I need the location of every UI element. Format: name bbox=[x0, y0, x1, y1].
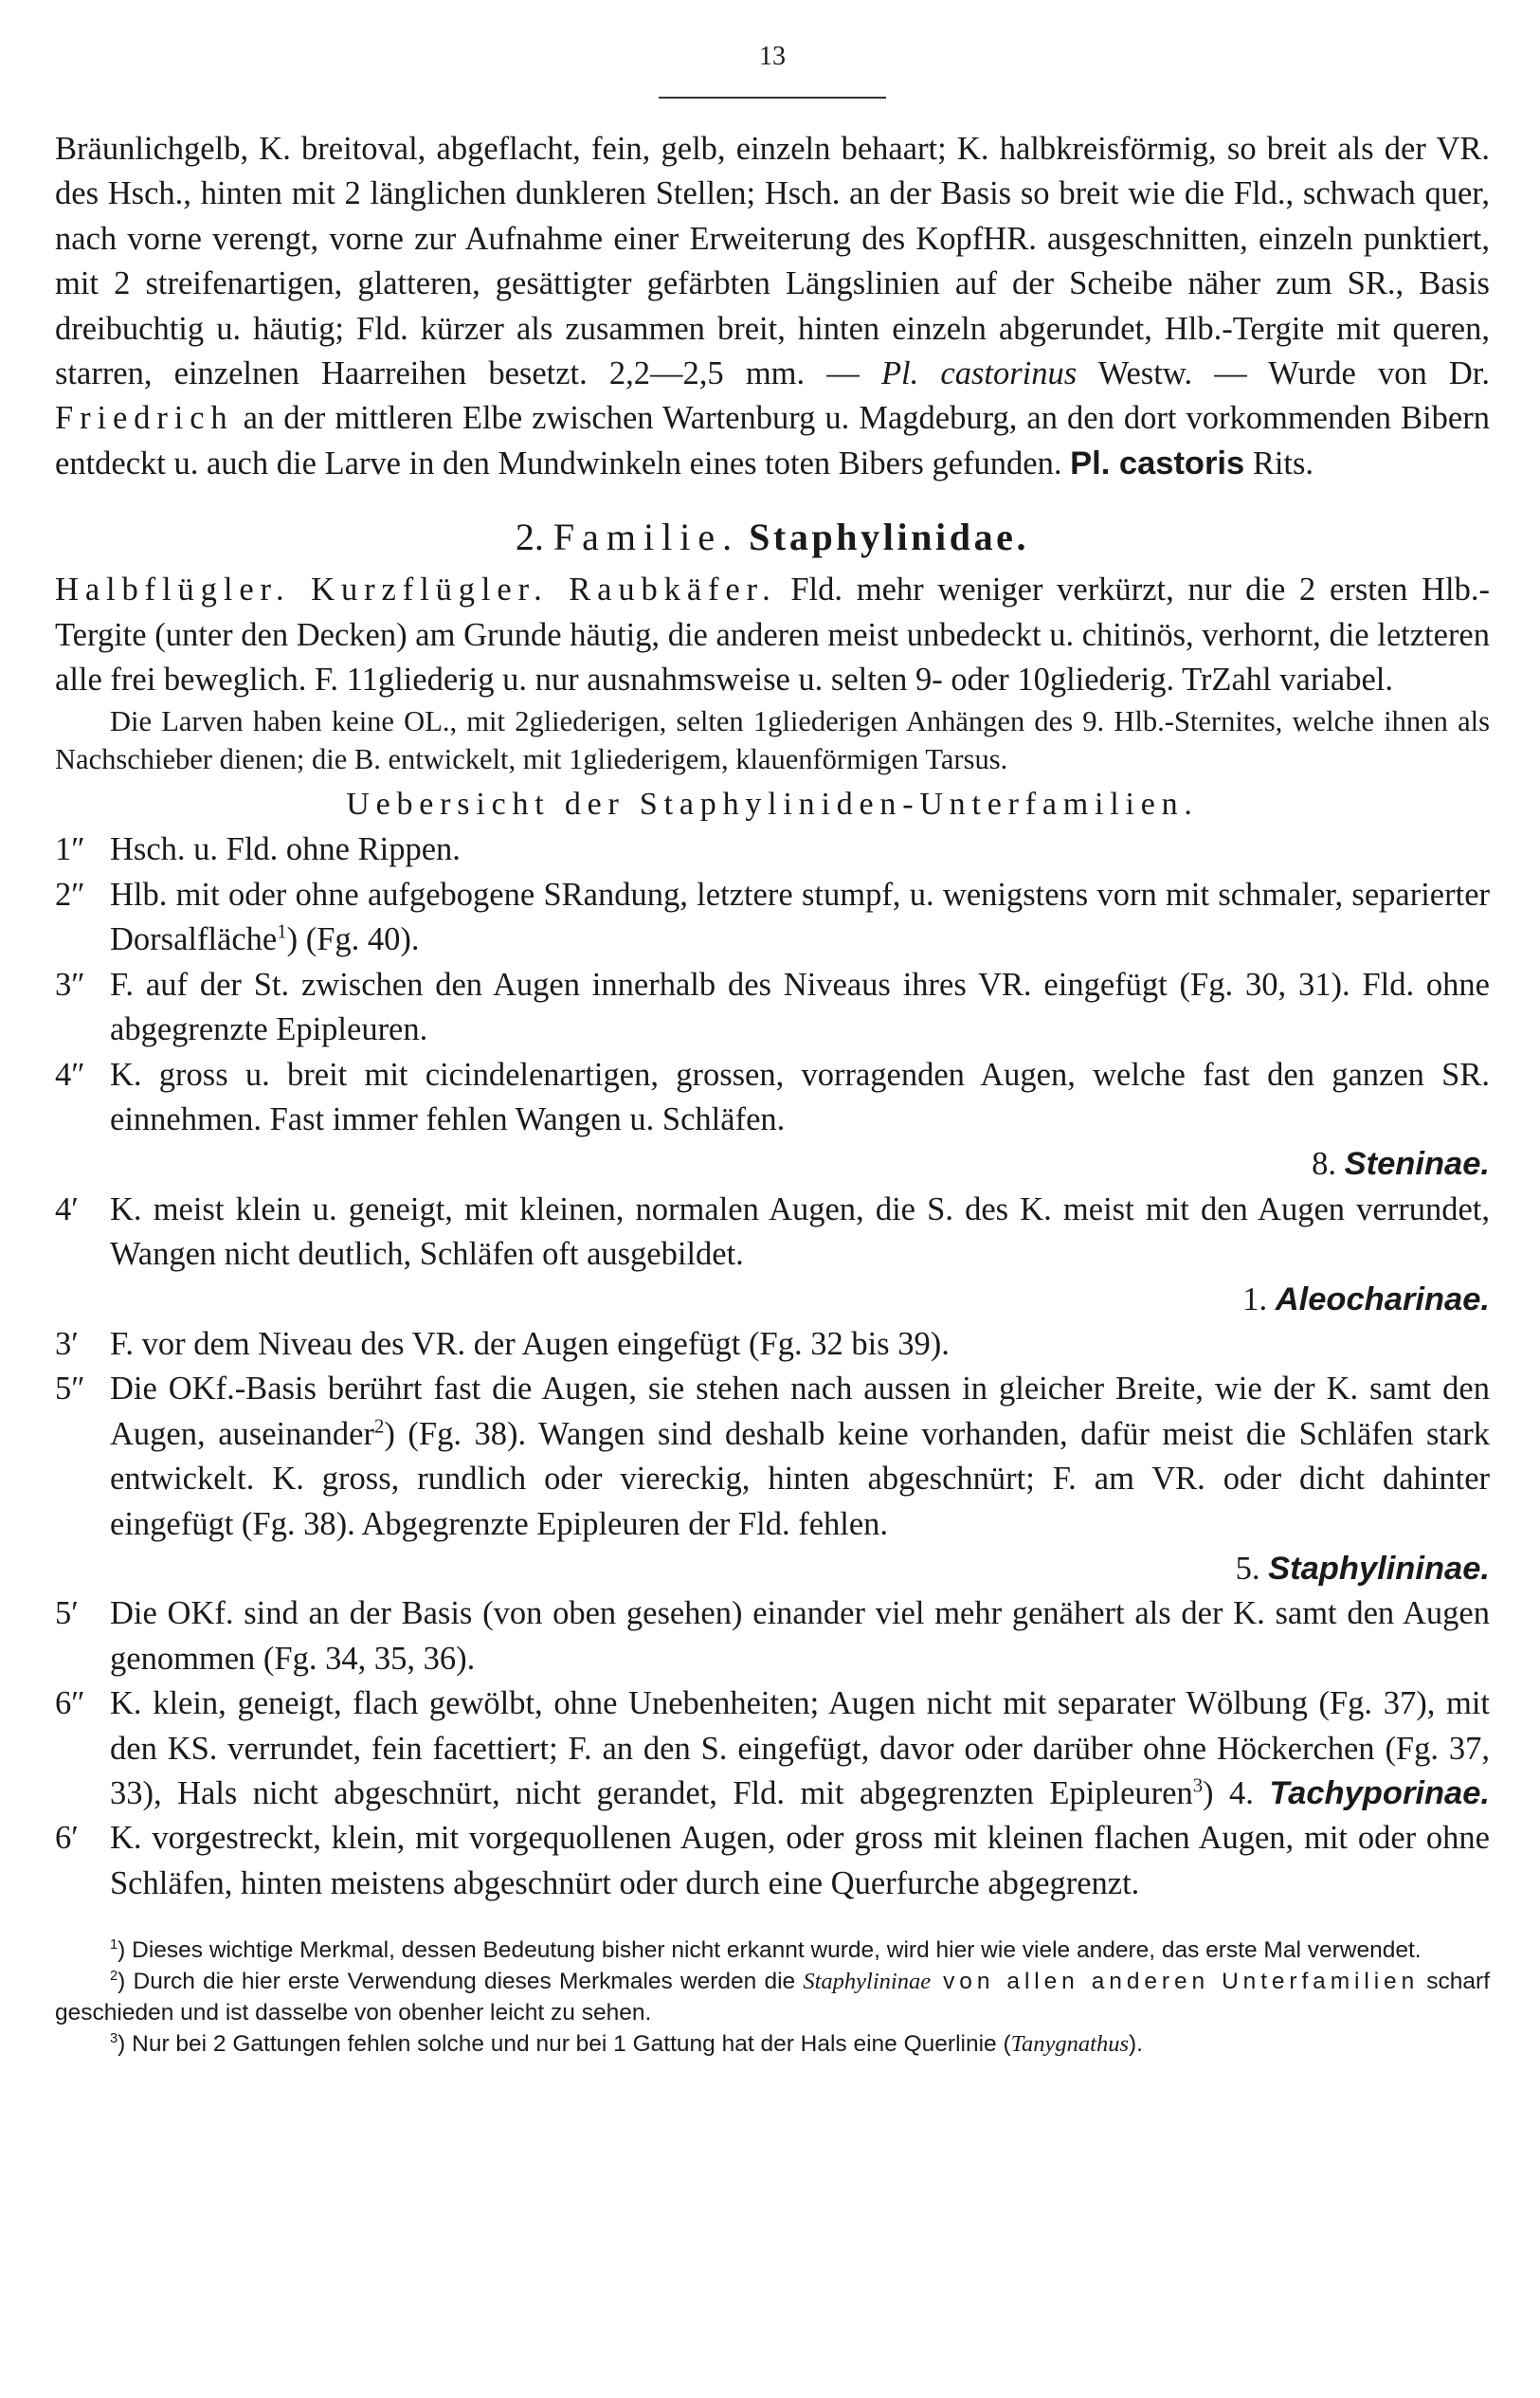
key-entry bbox=[55, 873, 1490, 963]
key-text bbox=[110, 1367, 1490, 1547]
key-number: 4′ bbox=[55, 1190, 79, 1227]
footnote-spaced-a: von allen bbox=[931, 1969, 1092, 1995]
page-number: 13 bbox=[759, 42, 786, 71]
footnote-mark: 3 bbox=[110, 2031, 118, 2047]
family-number: 2. bbox=[515, 516, 544, 559]
key-text: K. meist klein u. geneigt, mit kleinen, normalen Augen, die S. des K. meist mit den Augen verrundet, Wangen nicht deutlich, Schläfen oft ausgebildet. bbox=[110, 1190, 1490, 1273]
key-entry bbox=[55, 1591, 1490, 1681]
overview-heading: Uebersicht der Staphyliniden-Unterfamilien. bbox=[346, 787, 1199, 823]
subfamily-number: 8. bbox=[1312, 1146, 1336, 1183]
footnote-italic-term: Tanygnathus bbox=[1010, 2031, 1129, 2058]
key-number: 5′ bbox=[55, 1595, 79, 1632]
subfamily-name: Staphylininae. bbox=[1268, 1550, 1490, 1587]
key-text-main: K. klein, geneigt, flach gewölbt, ohne Unebenheiten; Augen nicht mit separater Wölbung (Fg. 37), mit den KS. verrundet, fein facettiert; F. an den S. eingefügt, davor oder darüber ohne Höckerchen (Fg. 37, 33), Hals nicht abgeschnürt, nicht gerandet, Fld. mit abgegrenzten Epipleuren bbox=[110, 1685, 1490, 1811]
family-heading bbox=[55, 513, 1490, 562]
footnote-mark: 1 bbox=[110, 1937, 118, 1953]
key-entry bbox=[55, 827, 1490, 872]
key-text: Die OKf. sind an der Basis (von oben gesehen) einander viel mehr genähert als der K. samt den Augen genommen (Fg. 34, 35, 36). bbox=[110, 1595, 1490, 1677]
key-number: 1″ bbox=[55, 831, 85, 868]
key-number: 6′ bbox=[55, 1820, 79, 1857]
footnote-3 bbox=[55, 2028, 1490, 2060]
family-name: Staphylinidae. bbox=[749, 516, 1030, 559]
species-name: Pl. castorinus bbox=[880, 355, 1078, 392]
key-text-after: ) (Fg. 40). bbox=[286, 921, 420, 958]
intro-sep: — Wurde von Dr. bbox=[1192, 355, 1490, 392]
intro-paragraph bbox=[55, 127, 1490, 486]
key-number: 3′ bbox=[55, 1325, 79, 1362]
family-description-text: Fld. mehr weniger verkürzt, nur die 2 ersten Hlb.-Tergite (unter den Decken) am Grunde häutig, die anderen meist unbedeckt u. chitinös, verhornt, die letzteren alle frei beweglich. F. 11gliederig u. nur ausnahmsweise u. selten 9- oder 10gliederig. TrZahl variabel. bbox=[55, 572, 1490, 699]
key-text-main: Hlb. mit oder ohne aufgebogene SRandung, letztere stumpf, u. wenigstens vorn mit schmaler, separierter Dorsalfläche bbox=[110, 876, 1490, 958]
footnote-ref: 3 bbox=[1192, 1775, 1204, 1797]
intro-text: Bräunlichgelb, K. breitoval, abgeflacht, fein, gelb, einzeln behaart; K. halbkreisförmig, so breit als der VR. des Hsch., hinten mit 2 länglichen dunkleren Stellen; Hsch. an der Basis so breit wie die Fld., schwach quer, nach vorne verengt, vorne zur Aufnahme einer Erweiterung des KopfHR. ausgeschnitten, einzeln punktiert, mit 2 streifenartigen, glatteren, gesättigter gefärbten Längslinien auf der Scheibe näher zum SR., Basis dreibuchtig u. häutig; Fld. kürzer als zusammen breit, hinten einzeln abgerundet, Hlb.-Tergite mit queren, starren, einzelnen Haarreihen besetzt. 2,2—2,5 mm. — bbox=[55, 131, 1490, 392]
discoverer-name: Friedrich bbox=[55, 400, 234, 437]
footnote-ref: 1 bbox=[277, 921, 287, 943]
key-number: 4″ bbox=[55, 1056, 85, 1093]
footnote-italic-term: Staphylininae bbox=[803, 1969, 932, 1995]
larvae-paragraph: Die Larven haben keine OL., mit 2gliederigen, selten 1gliederigen Anhängen des 9. Hlb.-Sternites, welche ihnen als Nachschieber dienen; die B. entwickelt, mit 1gliederigem, klauenförmigen Tarsus. bbox=[55, 705, 1490, 776]
footnote-text-end: ). bbox=[1128, 2031, 1143, 2058]
footnote-mark: 2 bbox=[110, 1969, 118, 1985]
species2-name: Pl. castoris bbox=[1070, 445, 1245, 481]
subfamily-result bbox=[55, 1142, 1490, 1187]
key-text: K. gross u. breit mit cicindelenartigen, grossen, vorragenden Augen, welche fast den ganzen SR. einnehmen. Fast immer fehlen Wangen u. Schläfen. bbox=[110, 1056, 1490, 1137]
family-label: Familie. bbox=[553, 516, 740, 559]
footnote-text-end: scharf geschieden und ist dasselbe von obenher leicht zu sehen. bbox=[55, 1969, 1491, 2026]
subfamily-number: 1. bbox=[1242, 1281, 1268, 1317]
german-names: Halbflügler. Kurzflügler. Raubkäfer. bbox=[55, 572, 777, 609]
key-entry bbox=[55, 1322, 1490, 1367]
family-description bbox=[55, 568, 1490, 702]
key-list bbox=[55, 827, 1490, 1906]
key-entry bbox=[55, 1053, 1490, 1143]
key-entry bbox=[55, 1681, 1490, 1816]
key-entry bbox=[55, 1367, 1490, 1547]
key-number: 3″ bbox=[55, 966, 85, 1003]
subfamily-result bbox=[55, 1278, 1490, 1322]
key-number: 6″ bbox=[55, 1685, 85, 1722]
key-text: F. auf der St. zwischen den Augen innerhalb des Niveaus ihres VR. eingefügt (Fg. 30, 31). Fld. ohne abgegrenzte Epipleuren. bbox=[110, 966, 1490, 1048]
key-text bbox=[110, 873, 1490, 963]
subfamily-number: 4. bbox=[1229, 1775, 1254, 1811]
footnote-spaced-term: anderen Unterfamilien bbox=[1091, 1969, 1420, 1995]
key-number: 2″ bbox=[55, 876, 85, 913]
subfamily-result bbox=[55, 1547, 1490, 1591]
footnote-1 bbox=[55, 1935, 1490, 1966]
key-entry bbox=[55, 1188, 1490, 1278]
footnote-text: ) Nur bei 2 Gattungen fehlen solche und nur bei 1 Gattung hat der Hals eine Querlinie ( bbox=[118, 2031, 1011, 2058]
key-entry bbox=[55, 1816, 1490, 1906]
footnote-2 bbox=[55, 1966, 1490, 2028]
species2-author: Rits. bbox=[1252, 445, 1314, 481]
key-entry bbox=[55, 963, 1490, 1053]
key-number: 5″ bbox=[55, 1371, 85, 1408]
footnotes bbox=[55, 1935, 1490, 2060]
key-text: F. vor dem Niveau des VR. der Augen eingefügt (Fg. 32 bis 39). bbox=[110, 1325, 950, 1362]
key-text-main: Die OKf.-Basis berührt fast die Augen, sie stehen nach aussen in gleicher Breite, wie der K. samt den Augen, auseinander bbox=[110, 1371, 1490, 1452]
header-rule bbox=[659, 97, 886, 99]
species-author: Westw. bbox=[1097, 355, 1193, 392]
subfamily-number: 5. bbox=[1235, 1550, 1260, 1587]
subfamily-name: Tachyporinae. bbox=[1269, 1775, 1490, 1811]
key-text-after: ) bbox=[1203, 1775, 1230, 1811]
subfamily-name: Aleocharinae. bbox=[1275, 1281, 1490, 1317]
intro-rest: an der mittleren Elbe zwischen Wartenburg u. Magdeburg, an den dort vorkommenden Bibern entdeckt u. auch die Larve in den Mundwinkeln eines toten Bibers gefunden. bbox=[55, 400, 1490, 481]
key-text: K. vorgestreckt, klein, mit vorgequollenen Augen, oder gross mit kleinen flachen Augen, mit oder ohne Schläfen, hinten meistens abgeschnürt oder durch eine Querfurche abgegrenzt. bbox=[110, 1820, 1490, 1901]
key-text-after: ) (Fg. 38). Wangen sind deshalb keine vorhanden, dafür meist die Schläfen stark entwickelt. K. gross, rundlich oder viereckig, hinten abgeschnürt; F. am VR. oder dicht dahinter eingefügt (Fg. 38). Abgegrenzte Epipleuren der Fld. fehlen. bbox=[110, 1415, 1491, 1542]
footnote-text: ) Dieses wichtige Merkmal, dessen Bedeutung bisher nicht erkannt wurde, wird hier wie viele andere, das erste Mal verwendet. bbox=[118, 1937, 1422, 1964]
subfamily-name: Steninae. bbox=[1344, 1146, 1490, 1183]
footnote-ref: 2 bbox=[373, 1416, 385, 1438]
footnote-text: ) Durch die hier erste Verwendung dieses Merkmales werden die bbox=[118, 1969, 804, 1995]
key-text: Hsch. u. Fld. ohne Rippen. bbox=[110, 831, 461, 868]
key-text bbox=[110, 1681, 1490, 1816]
